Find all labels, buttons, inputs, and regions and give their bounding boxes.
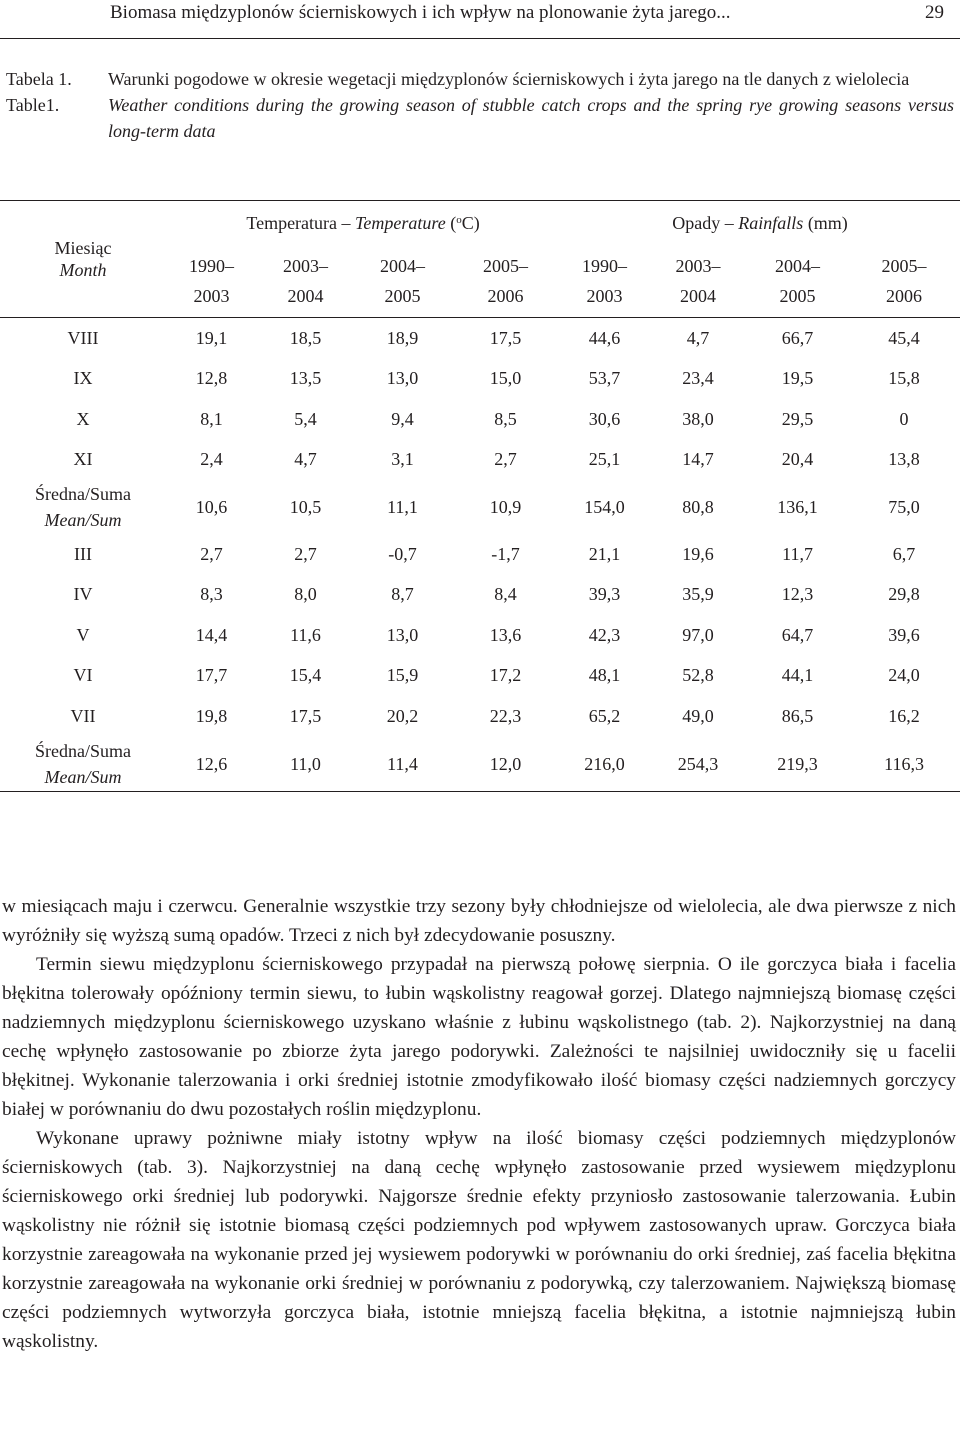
table-cell: 219,3: [747, 737, 848, 792]
table-cell: 12,3: [781, 584, 814, 605]
period-end: 2006: [886, 286, 923, 306]
table-cell: 17,7: [195, 665, 228, 686]
period-end: 2003: [193, 286, 230, 306]
table-cell: 29,8: [888, 584, 920, 605]
table-cell: 11,1: [387, 497, 418, 517]
row-label: [0, 737, 166, 792]
table-row: [0, 359, 960, 400]
table-cell: 48,1: [588, 665, 621, 686]
temperature-pl: Temperatura: [246, 213, 338, 233]
table-row: [0, 534, 960, 575]
caption-label-en: Table1.: [6, 95, 60, 115]
table-cell: 10,9: [489, 497, 522, 517]
period-start: 2003–: [283, 256, 328, 276]
table-cell: 11,4: [354, 737, 451, 792]
paragraph-3: Wykonane uprawy pożniwne miały istotny wpływ na ilość biomasy części podziemnych międzyplonów ścierniskowych (tab. 3). Najkorzystniej na daną cechę wpłynęło zastosowanie przed wysiewem międzyplonu ścierniskowego orki średniej lub podorywki. Najgorsze średnie efekty przyniosło zastosowanie talerzowania. Łubin wąskolistny nie różnił się istotnie biomasą części podziemnych pod wpływem zastosowanych upraw. Gorczyca biała korzystnie zareagowała na wykonanie przed jej wysiewem podorywki w porównaniu do orki średniej, zaś facelia błękitna korzystnie zareagowała na wykonanie orki średniej w porównaniu z podorywką, czy talerzowaniem. Największą biomasę części podziemnych wytworzyła gorczyca biała, istotnie mniejszą facelia błękitna, a istotnie najmniejszą łubin wąskolistny.: [2, 1128, 956, 1352]
row-label-en: Mean/Sum: [44, 766, 122, 787]
month-header-pl: Miesiąc: [54, 238, 112, 258]
table-cell: 23,4: [682, 368, 714, 389]
period-header: [848, 245, 960, 318]
running-header: [0, 0, 960, 39]
table-row: [0, 318, 960, 359]
row-label: VIII: [67, 327, 99, 348]
row-label: X: [76, 408, 90, 429]
rainfall-en: Rainfalls: [738, 213, 804, 233]
table-cell: 17,2: [489, 665, 522, 686]
period-header: [166, 245, 257, 318]
period-header: [649, 245, 747, 318]
caption-text-pl: Warunki pogodowe w okresie wegetacji międzyplonów ścierniskowych i żyta jarego na tle danych z wielolecia: [108, 69, 910, 89]
table-cell: 11,0: [257, 737, 354, 792]
caption-text-en: Weather conditions during the growing season of stubble catch crops and the spring rye growing seasons versus long-term data: [108, 95, 954, 141]
period-end: 2006: [487, 286, 524, 306]
table-cell: 86,5: [781, 705, 814, 726]
table-cell: 21,1: [588, 543, 621, 564]
period-header: [451, 245, 560, 318]
table-cell: 53,7: [588, 368, 621, 389]
table-cell: 97,0: [682, 624, 714, 645]
table-cell: 39,3: [588, 584, 621, 605]
period-end: 2004: [287, 286, 324, 306]
rainfall-pl: Opady: [672, 213, 721, 233]
table-caption: [0, 66, 960, 144]
table-cell: 15,8: [888, 368, 920, 389]
weather-table: [0, 200, 960, 792]
table-row: [0, 696, 960, 737]
caption-label-pl: Tabela 1.: [6, 69, 72, 89]
table-cell: 42,3: [588, 624, 621, 645]
table-cell: 12,8: [195, 368, 228, 389]
table-cell: 52,8: [682, 665, 714, 686]
table-row: [0, 399, 960, 440]
table-cell: 154,0: [584, 497, 625, 517]
table-cell: 12,6: [166, 737, 257, 792]
table-cell: 19,6: [682, 543, 714, 564]
row-label: IV: [73, 584, 93, 605]
table-cell: 14,7: [682, 449, 714, 470]
period-end: 2004: [680, 286, 717, 306]
table-cell: 15,0: [489, 368, 522, 389]
table-cell: 45,4: [888, 327, 920, 348]
month-header-en: Month: [59, 260, 107, 280]
table-cell: 13,6: [489, 624, 522, 645]
table-cell: 2,7: [494, 449, 517, 470]
table-cell: 80,8: [682, 497, 714, 517]
table-cell: 66,7: [781, 327, 814, 348]
table-cell: 8,1: [200, 408, 223, 429]
period-start: 1990–: [582, 256, 628, 276]
table-cell: 136,1: [777, 497, 818, 517]
period-end: 2003: [586, 286, 623, 306]
header-row-groups: [0, 201, 960, 246]
period-header: [560, 245, 649, 318]
degree-sup: o: [456, 214, 462, 226]
table-cell: 6,7: [892, 543, 916, 564]
month-header: [0, 201, 166, 318]
table-cell: 17,5: [489, 327, 522, 348]
table-cell: 18,5: [289, 327, 322, 348]
table-cell: 29,5: [781, 408, 814, 429]
row-label-en: Mean/Sum: [44, 510, 122, 530]
table-cell: 0: [899, 408, 909, 429]
table-cell: 11,7: [782, 543, 813, 564]
table-cell: 3,1: [391, 449, 414, 470]
table-body: [0, 318, 960, 792]
table-cell: 4,7: [294, 449, 317, 470]
period-header: [257, 245, 354, 318]
table-cell: 13,8: [888, 449, 920, 470]
row-label: XI: [73, 449, 93, 470]
group-dash: –: [341, 213, 351, 233]
period-start: 2003–: [675, 256, 721, 276]
group-dash: –: [724, 213, 734, 233]
table-cell: 25,1: [588, 449, 621, 470]
table-cell: 15,4: [289, 665, 322, 686]
period-end: 2005: [384, 286, 421, 306]
caption-english: [0, 92, 960, 144]
table-cell: 8,5: [494, 408, 517, 429]
row-label: III: [74, 543, 92, 564]
table-cell: 15,9: [386, 665, 419, 686]
table-cell: 75,0: [888, 497, 920, 517]
body-text: [2, 892, 956, 1356]
paragraph-2: Termin siewu międzyplonu ścierniskowego przypadał na pierwszą połowę sierpnia. O ile gorczyca biała i facelia błękitna tolerowały opóźniony termin siewu, to łubin wąskolistny reagował gorzej. Dlatego najmniejszą biomasę części nadziemnych międzyplonu ścierniskowego uzyskano właśnie z łubinu wąskolistnego (tab. 2). Najkorzystniej na daną cechę wpłynęło zastosowanie po zbiorze żyta jarego podorywki. Zależności te najsilniej uwidoczniły się u facelii błękitnej. Wykonanie talerzowania i orki średniej istotnie zmodyfikowało ilość biomasy części nadziemnych gorczycy białej w porównaniu do dwu pozostałych roślin międzyplonu.: [2, 954, 956, 1120]
caption-polish: [0, 66, 960, 92]
temperature-group-header: [166, 201, 560, 246]
table-row: [0, 440, 960, 481]
table-cell: -0,7: [388, 543, 417, 564]
table-cell: 38,0: [682, 408, 714, 429]
table-cell: 44,1: [781, 665, 814, 686]
table-cell: 14,4: [195, 624, 228, 645]
period-start: 2005–: [483, 256, 529, 276]
table-cell: 22,3: [489, 705, 522, 726]
table-cell: 35,9: [682, 584, 714, 605]
table-cell: 49,0: [682, 705, 714, 726]
unit-close: C): [461, 213, 480, 233]
row-label: VI: [73, 665, 93, 686]
table-cell: 216,0: [560, 737, 649, 792]
table-cell: 39,6: [888, 624, 920, 645]
row-label: V: [76, 624, 90, 645]
table-row: [0, 737, 960, 792]
table-cell: 16,2: [888, 705, 920, 726]
table-row: [0, 575, 960, 616]
table-row: [0, 480, 960, 534]
table-cell: 8,4: [494, 584, 517, 605]
period-end: 2005: [779, 286, 816, 306]
table-cell: 24,0: [888, 665, 920, 686]
rainfall-unit: (mm): [807, 213, 848, 233]
row-label: [0, 480, 166, 534]
period-start: 2004–: [380, 256, 425, 276]
table-cell: 19,1: [195, 327, 228, 348]
table-cell: 11,6: [290, 624, 321, 645]
table-cell: 13,0: [386, 368, 419, 389]
table-cell: 12,0: [451, 737, 560, 792]
table-cell: 10,6: [195, 497, 228, 517]
period-start: 2004–: [775, 256, 821, 276]
table-cell: 19,5: [781, 368, 814, 389]
table-cell: 116,3: [848, 737, 960, 792]
unit-open: (: [450, 213, 457, 233]
table-row: [0, 615, 960, 656]
table-cell: 65,2: [588, 705, 621, 726]
table-cell: 2,4: [200, 449, 223, 470]
row-label-pl: Średna/Suma: [35, 740, 131, 761]
period-start: 2005–: [881, 256, 927, 276]
table-cell: 13,0: [386, 624, 419, 645]
table-cell: 20,2: [386, 705, 419, 726]
table-cell: 13,5: [289, 368, 322, 389]
paragraph-1: w miesiącach maju i czerwcu. Generalnie wszystkie trzy sezony były chłodniejsze od wielolecia, ale dwa pierwsze z nich wyróżniły się wyższą sumą opadów. Trzeci z nich był zdecydowanie posuszny.: [2, 896, 956, 946]
table-cell: 8,7: [391, 584, 414, 605]
table-cell: 9,4: [391, 408, 414, 429]
row-label: VII: [70, 705, 96, 726]
period-header: [747, 245, 848, 318]
period-header: [354, 245, 451, 318]
table-row: [0, 656, 960, 697]
period-start: 1990–: [189, 256, 234, 276]
table-cell: 8,3: [200, 584, 223, 605]
table-cell: 18,9: [386, 327, 419, 348]
row-label-pl: Średna/Suma: [35, 484, 131, 504]
table-cell: 20,4: [781, 449, 814, 470]
table-cell: 254,3: [649, 737, 747, 792]
table-cell: 2,7: [200, 543, 223, 564]
table-cell: 64,7: [781, 624, 814, 645]
table-cell: 4,7: [686, 327, 710, 348]
temperature-unit: [450, 213, 480, 233]
running-title: Biomasa międzyplonów ścierniskowych i ich wpływ na plonowanie żyta jarego...: [110, 2, 731, 23]
row-label: IX: [73, 368, 93, 389]
table-cell: 19,8: [195, 705, 228, 726]
table-cell: 5,4: [294, 408, 317, 429]
rainfall-group-header: [560, 201, 960, 246]
table-cell: 10,5: [289, 497, 322, 517]
table-cell: 30,6: [588, 408, 621, 429]
table-cell: 2,7: [294, 543, 317, 564]
table-cell: 8,0: [294, 584, 317, 605]
table-cell: -1,7: [491, 543, 520, 564]
table-cell: 17,5: [289, 705, 322, 726]
page-number: 29: [925, 2, 944, 23]
table-cell: 44,6: [588, 327, 621, 348]
temperature-en: Temperature: [355, 213, 446, 233]
